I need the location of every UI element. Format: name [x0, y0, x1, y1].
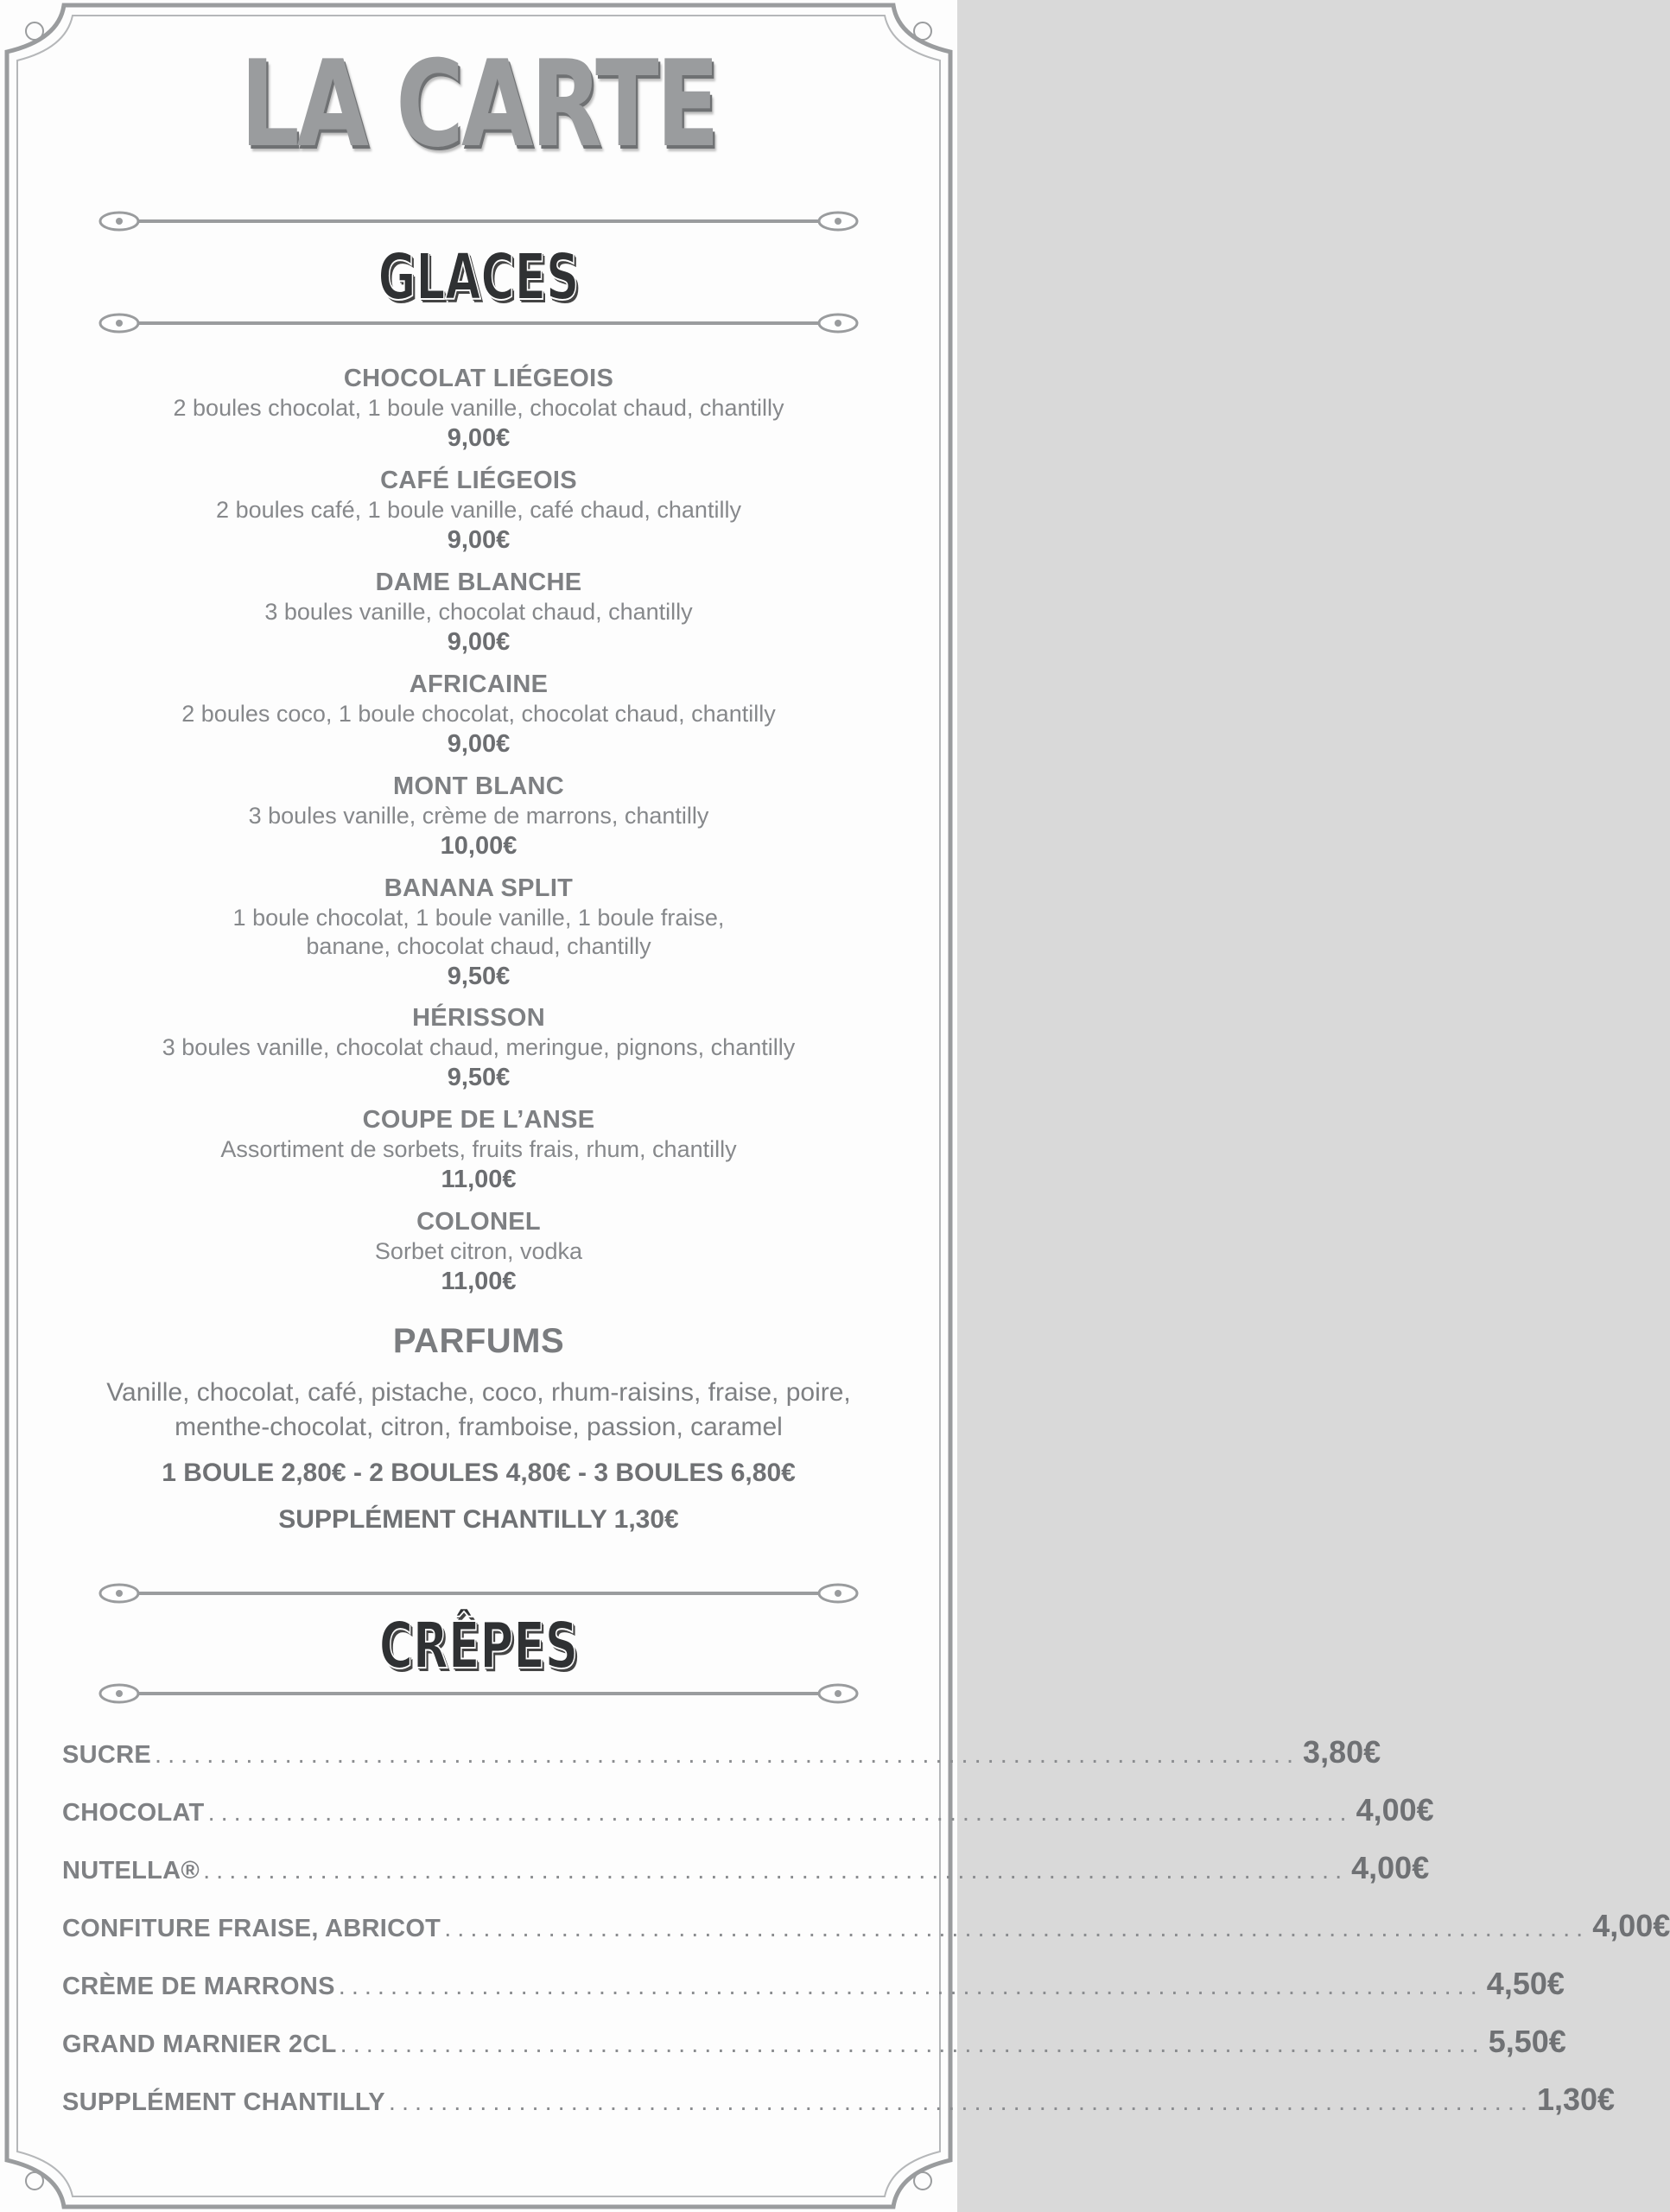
crepe-price: 3,80€	[1303, 1734, 1381, 1770]
dish-price: 11,00€	[441, 1268, 517, 1295]
dish-price: 9,00€	[447, 730, 511, 758]
dot-leader: ........................................................................................	[444, 1915, 1590, 1942]
dish-item	[0, 669, 957, 760]
crepe-price: 4,50€	[1486, 1966, 1565, 2001]
dish-name: HÉRISSON	[412, 1004, 545, 1032]
divider-flourish-icon	[95, 1580, 862, 1607]
dish-item	[0, 363, 957, 454]
parfums-list-line: Vanille, chocolat, café, pistache, coco, rhum-raisins, fraise, poire,	[106, 1378, 851, 1407]
dish-price: 9,00€	[447, 424, 511, 452]
crepe-row	[62, 1966, 1565, 2004]
divider-flourish-icon	[95, 1680, 862, 1707]
dot-leader: ........................................................................................	[388, 2088, 1533, 2116]
dish-name: BANANA SPLIT	[384, 874, 574, 902]
section-title-crepes: CRÊPES	[378, 1609, 579, 1683]
crepe-name: GRAND MARNIER 2CL	[62, 2031, 337, 2058]
crepe-row	[62, 1850, 1430, 1888]
crepe-price: 1,30€	[1536, 2082, 1616, 2117]
dot-leader: ........................................................................................	[340, 2031, 1485, 2058]
dish-name: DAME BLANCHE	[375, 569, 582, 596]
dish-item	[0, 1206, 957, 1297]
dish-price: 9,00€	[447, 628, 511, 656]
dish-name: COLONEL	[416, 1208, 541, 1236]
parfums-list	[52, 1376, 905, 1445]
dish-price: 9,00€	[447, 526, 511, 554]
crepe-row	[62, 2024, 1566, 2062]
dish-description: 3 boules vanille, chocolat chaud, chantilly	[264, 599, 693, 625]
divider-flourish-icon	[95, 207, 862, 235]
dot-leader: ........................................................................................	[207, 1799, 1353, 1827]
dish-name: COUPE DE L’ANSE	[362, 1106, 595, 1134]
dish-name: CAFÉ LIÉGEOIS	[380, 467, 577, 494]
dish-name: AFRICAINE	[409, 671, 549, 698]
crepe-row	[62, 1734, 1381, 1772]
dish-description: 2 boules chocolat, 1 boule vanille, chocolat chaud, chantilly	[173, 395, 784, 421]
dish-description: 2 boules coco, 1 boule chocolat, chocolat chaud, chantilly	[181, 701, 776, 727]
crepe-price: 4,00€	[1592, 1908, 1670, 1943]
parfums-supplement: SUPPLÉMENT CHANTILLY 1,30€	[278, 1505, 679, 1534]
dot-leader: ........................................................................................	[203, 1857, 1349, 1885]
dish-description: 3 boules vanille, chocolat chaud, meringue, pignons, chantilly	[162, 1034, 796, 1060]
dish-name: CHOCOLAT LIÉGEOIS	[343, 365, 614, 392]
menu-title: LA CARTE	[240, 35, 717, 174]
dish-price: 9,50€	[447, 1064, 511, 1091]
crepe-name: SUCRE	[62, 1741, 152, 1769]
crepe-price: 5,50€	[1488, 2024, 1566, 2059]
crepe-name: CRÈME DE MARRONS	[62, 1973, 335, 2000]
dish-description: Sorbet citron, vodka	[374, 1238, 583, 1264]
dot-leader: ........................................................................................	[338, 1973, 1483, 2000]
crepe-row	[62, 1792, 1434, 1830]
crepe-name: CONFITURE FRAISE, ABRICOT	[62, 1915, 441, 1942]
dish-item	[0, 771, 957, 861]
dish-price: 11,00€	[441, 1166, 517, 1193]
section-title-glaces: GLACES	[378, 240, 580, 315]
crepe-row	[62, 1908, 1670, 1946]
parfums-heading: PARFUMS	[392, 1322, 565, 1360]
dish-item	[0, 1002, 957, 1093]
dish-item	[0, 567, 957, 658]
parfums-prices: 1 BOULE 2,80€ - 2 BOULES 4,80€ - 3 BOULES 6,80€	[162, 1459, 796, 1487]
dish-price: 10,00€	[440, 832, 518, 860]
parfums-list-line: menthe-chocolat, citron, framboise, passion, caramel	[175, 1413, 783, 1441]
dish-description: banane, chocolat chaud, chantilly	[306, 933, 651, 959]
dot-leader: ........................................................................................	[155, 1741, 1300, 1769]
dish-item	[0, 465, 957, 556]
crepe-name: NUTELLA®	[62, 1857, 200, 1885]
crepe-row	[62, 2082, 1616, 2120]
dish-description: 2 boules café, 1 boule vanille, café chaud, chantilly	[216, 497, 741, 523]
divider-flourish-icon	[95, 309, 862, 337]
crepe-price: 4,00€	[1351, 1850, 1430, 1885]
dish-price: 9,50€	[447, 963, 511, 990]
crepe-price: 4,00€	[1356, 1792, 1434, 1827]
dish-description: Assortiment de sorbets, fruits frais, rhum, chantilly	[220, 1136, 737, 1162]
dish-description: 3 boules vanille, crème de marrons, chantilly	[248, 803, 709, 829]
dish-description: 1 boule chocolat, 1 boule vanille, 1 boule fraise,	[232, 905, 725, 931]
dish-item	[0, 873, 957, 992]
crepe-name: SUPPLÉMENT CHANTILLY	[62, 2088, 385, 2116]
crepe-name: CHOCOLAT	[62, 1799, 205, 1827]
dish-name: MONT BLANC	[393, 772, 564, 800]
dish-item	[0, 1104, 957, 1195]
